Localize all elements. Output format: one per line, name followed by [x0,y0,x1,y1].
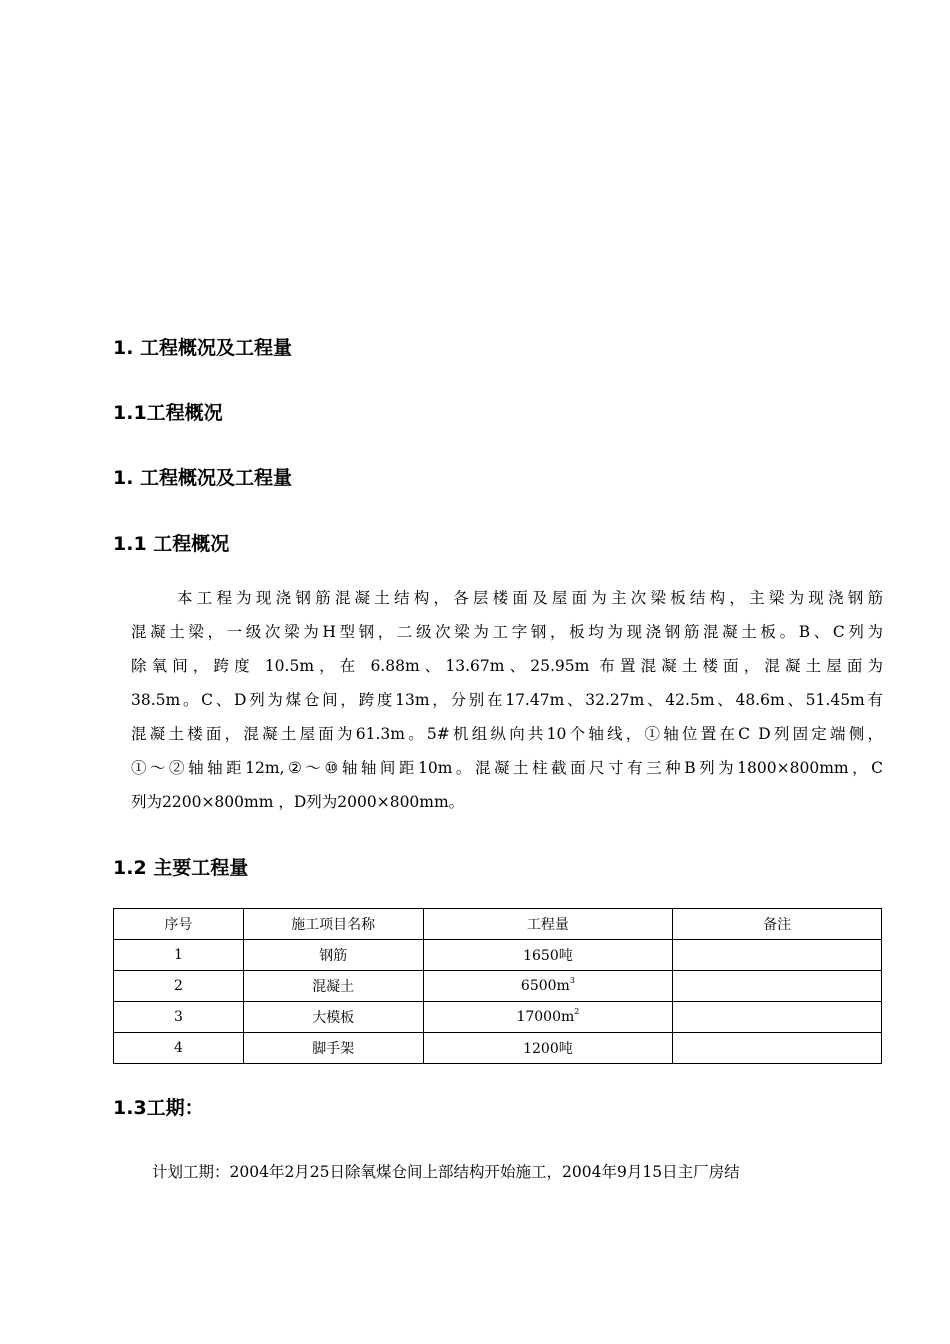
header-item-name: 施工项目名称 [243,909,423,940]
cell-no: 4 [114,1033,244,1064]
table-row [114,940,882,971]
quantities-table [113,908,882,1064]
cell-no: 3 [114,1002,244,1033]
heading-main-quantities: 1.2 主要工程量 [113,857,249,879]
qty-value: 1650吨 [523,948,573,964]
table-row [114,1033,882,1064]
cell-qty [423,1002,673,1033]
cell-note [673,940,882,971]
cell-no: 1 [114,940,244,971]
overview-line: 混凝土楼面，混凝土屋面为61.3m。5#机组纵向共10个轴线，①轴位置在C D列固定端侧， [131,725,883,743]
header-quantity: 工程量 [423,909,673,940]
overview-line: 38.5m。C、D列为煤仓间，跨度13m，分别在17.47m、32.27m、42.5m、48.6m、51.45m有 [131,691,883,709]
cell-name: 混凝土 [243,971,423,1002]
qty-value: 1200吨 [523,1041,573,1057]
cell-note [673,1033,882,1064]
heading-section-1-repeat: 1. 工程概况及工程量 [113,467,293,489]
cell-no: 2 [114,971,244,1002]
heading-section-1: 1. 工程概况及工程量 [113,337,293,359]
overview-line: ①～②轴轴距12m,②～⑩轴轴间距10m。混凝土柱截面尺寸有三种B列为1800×800mm，C [131,759,883,777]
cell-qty [423,940,673,971]
table-row [114,1002,882,1033]
overview-line: 除氧间，跨度 10.5m，在 6.88m、13.67m、25.95m 布置混凝土楼面，混凝土屋面为 [131,657,883,675]
schedule-paragraph: 计划工期：2004年2月25日除氧煤仓间上部结构开始施工，2004年9月15日主厂房结 [152,1163,740,1181]
cell-name: 钢筋 [243,940,423,971]
overview-line: 列为2200×800mm ，D列为2000×800mm。 [131,793,465,811]
unit-exponent: 2 [574,1007,580,1016]
heading-section-1-1-repeat: 1.1 工程概况 [113,533,230,555]
table-header-row [114,909,882,940]
cell-name: 脚手架 [243,1033,423,1064]
overview-line: 混凝土梁，一级次梁为H型钢，二级次梁为工字钢，板均为现浇钢筋混凝土板。B、C列为 [131,623,883,641]
cell-note [673,1002,882,1033]
overview-paragraph [131,581,883,819]
unit-exponent: 3 [569,976,575,985]
heading-section-1-1: 1.1工程概况 [113,402,223,424]
table-row [114,971,882,1002]
header-no: 序号 [114,909,244,940]
header-remarks: 备注 [673,909,882,940]
qty-value: 17000m [516,1009,575,1025]
cell-note [673,971,882,1002]
cell-qty [423,1033,673,1064]
cell-qty [423,971,673,1002]
heading-schedule: 1.3工期： [113,1097,204,1119]
qty-value: 6500m [520,978,570,994]
cell-name: 大模板 [243,1002,423,1033]
overview-line: 本工程为现浇钢筋混凝土结构，各层楼面及屋面为主次梁板结构，主梁为现浇钢筋 [177,589,883,607]
